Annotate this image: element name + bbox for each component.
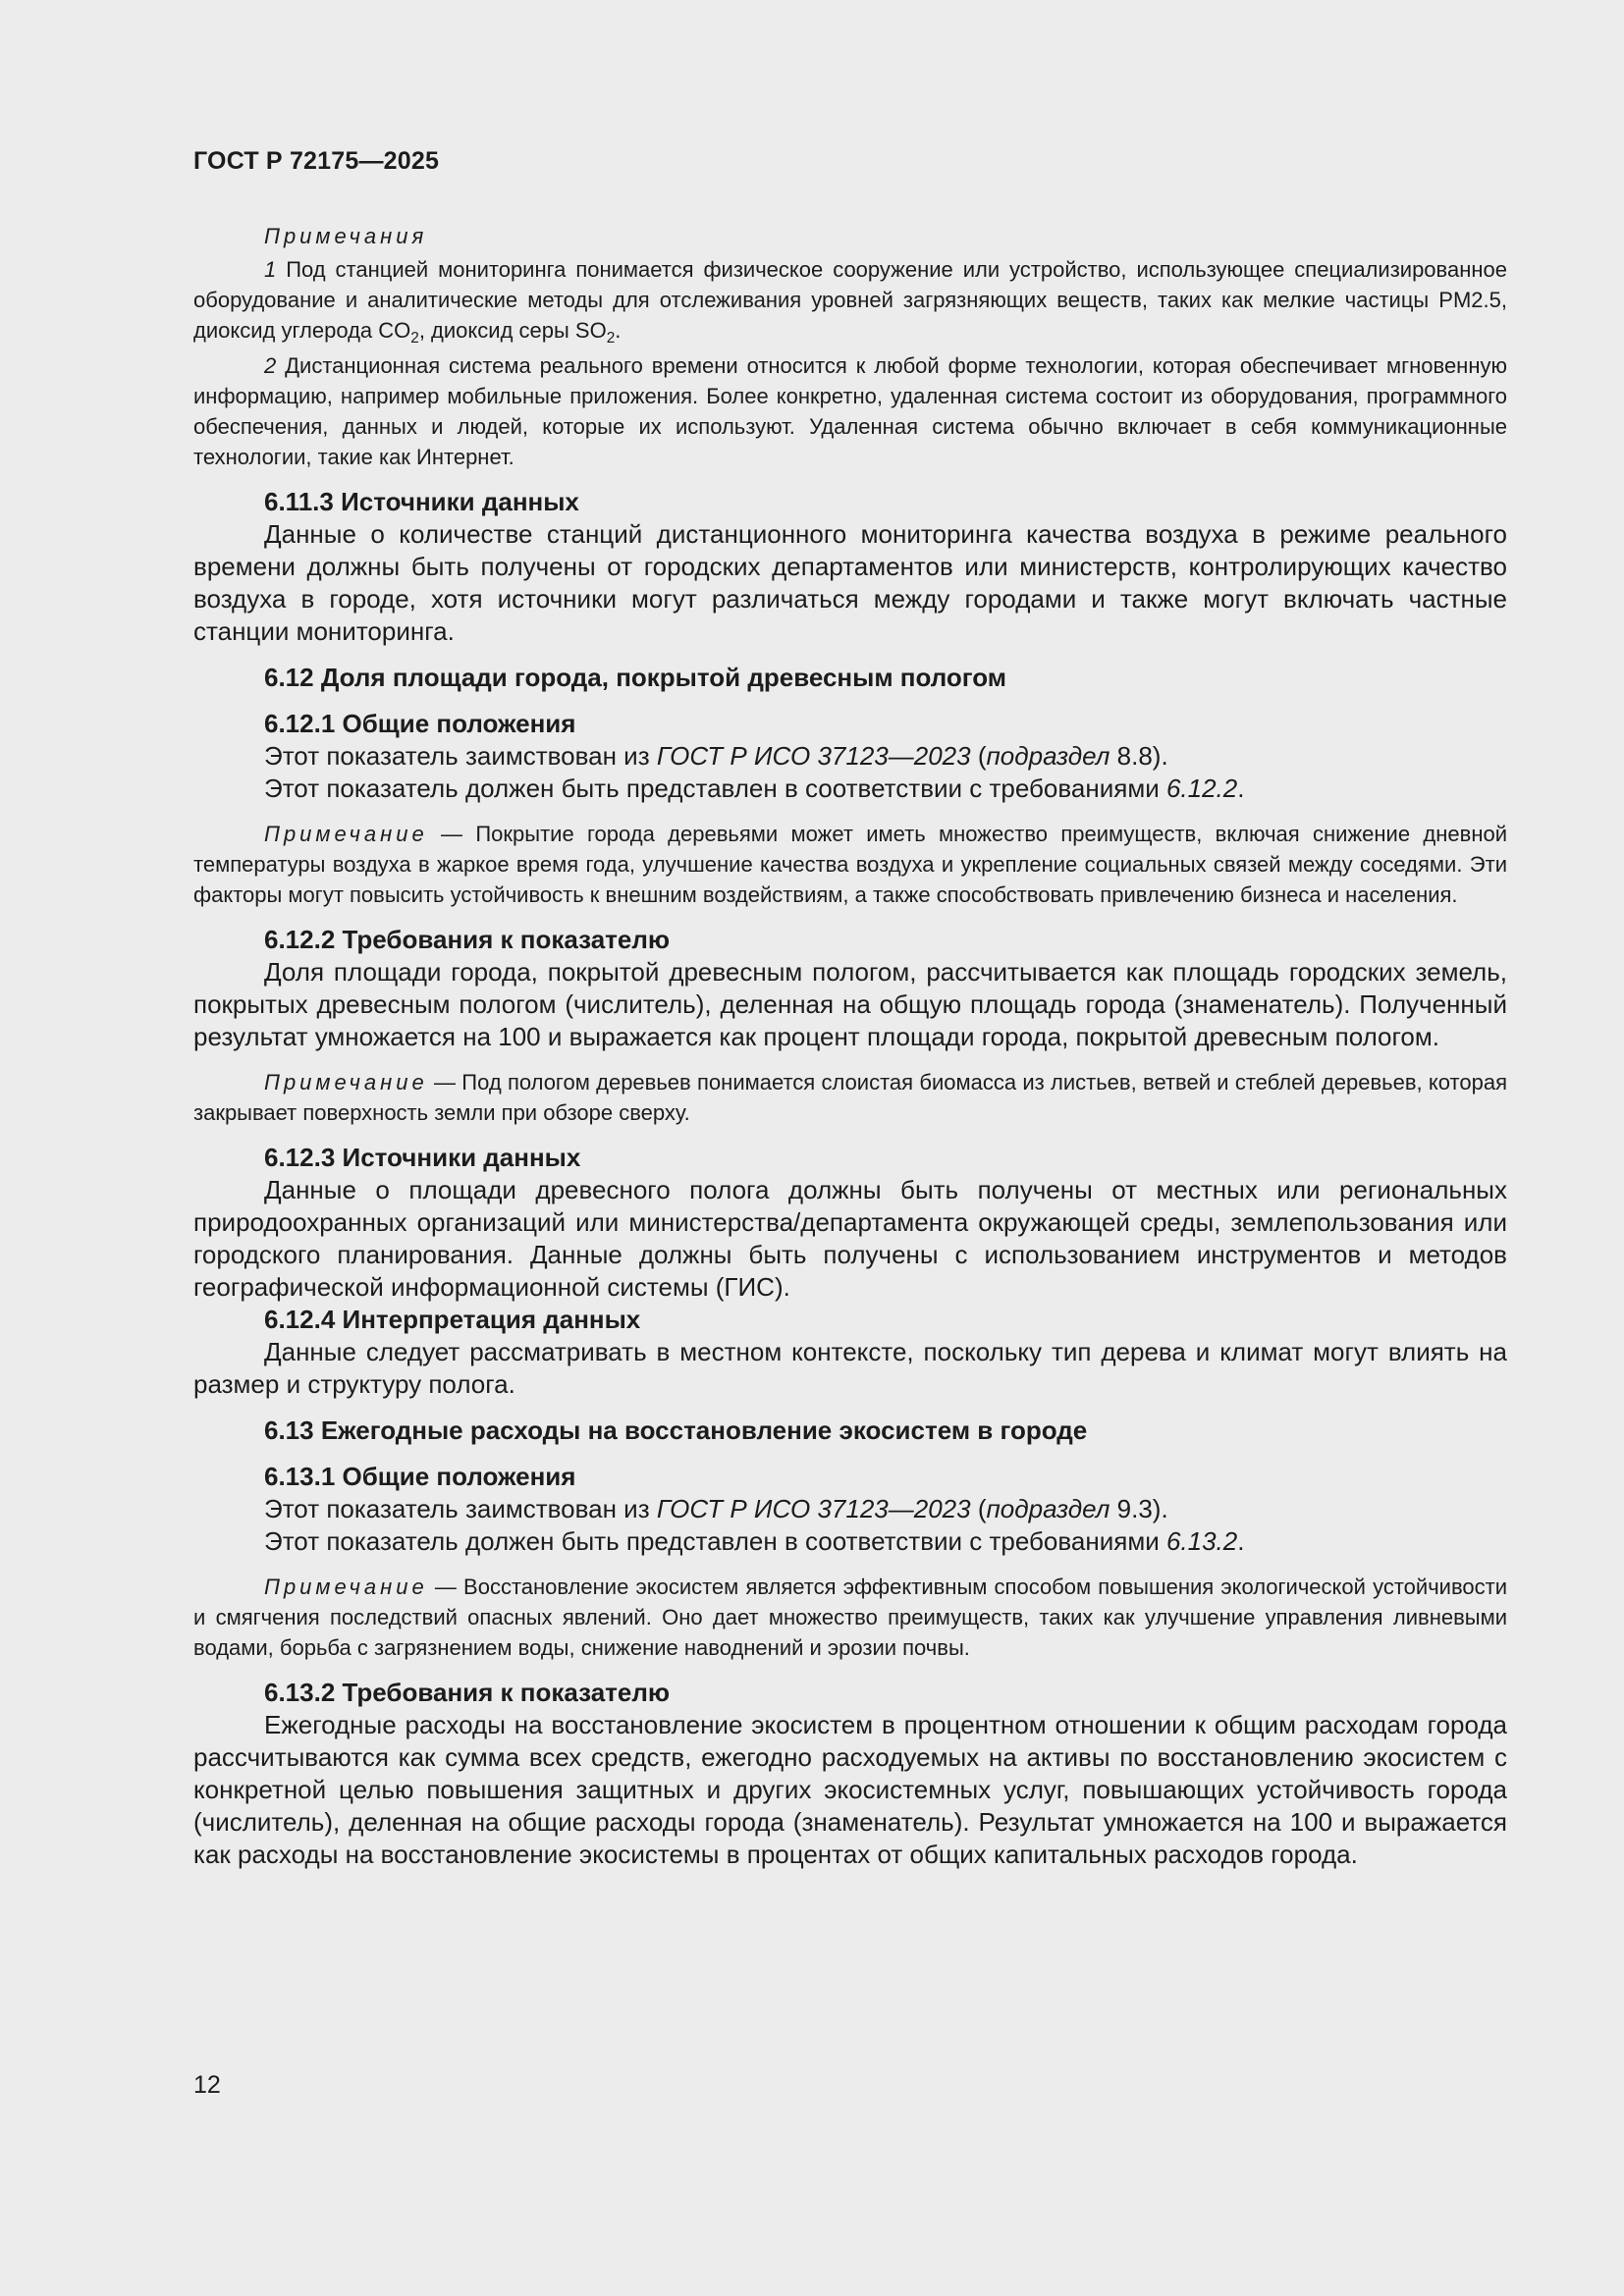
section-6-12-3-text: Данные о площади древесного полога должны быть получены от местных или региональных природоохранных организаций или министерства/департамента окружающей среды, землепользования или городского планирования. Данные должны быть получены с использованием инструментов и методов географической информационной системы (ГИС).	[193, 1175, 1507, 1302]
section-6-13-1-title: 6.13.1 Общие положения	[264, 1462, 576, 1491]
notes-heading: Примечания	[264, 224, 428, 248]
section-6-12-1-line-2: Этот показатель должен быть представлен в соответствии с требованиями 6.12.2.	[264, 774, 1245, 803]
section-6-12-4-title: 6.12.4 Интерпретация данных	[264, 1305, 641, 1334]
section-6-12-4-text: Данные следует рассматривать в местном контексте, поскольку тип дерева и климат могут влиять на размер и структуру полога.	[193, 1337, 1507, 1399]
section-6-13-2-title: 6.13.2 Требования к показателю	[264, 1678, 671, 1707]
section-6-12-2-text: Доля площади города, покрытой древесным пологом, рассчитывается как площадь городских земель, покрытых древесным пологом (числитель), деленная на общую площадь города (знаменатель). Полученный результат умножается на 100 и выражается как процент площади города, покрытой древесным пологом.	[193, 957, 1507, 1051]
section-6-13-1-line-1: Этот показатель заимствован из ГОСТ Р ИСО 37123—2023 (подраздел 9.3).	[264, 1494, 1168, 1523]
section-6-12-1-note: Примечание — Покрытие города деревьями может иметь множество преимуществ, включая снижение дневной температуры воздуха в жаркое время года, улучшение качества воздуха и укрепление социальных связей между соседями. Эти факторы могут повысить устойчивость к внешним воздействиям, а также способствовать привлечению бизнеса и населения.	[193, 822, 1507, 907]
section-6-13-1-line-2: Этот показатель должен быть представлен в соответствии с требованиями 6.13.2.	[264, 1526, 1245, 1556]
standard-reference: ГОСТ Р ИСО 37123—2023	[656, 1494, 971, 1523]
clause-reference: 6.12.2	[1165, 774, 1238, 803]
section-6-13-2-text: Ежегодные расходы на восстановление экосистем в процентном отношении к общим расходам города рассчитываются как сумма всех средств, ежегодно расходуемых на активы по восстановлению экосистем с конкретной целью повышения защитных и других экосистемных услуг, повышающих устойчивость города (числитель), деленная на общие расходы города (знаменатель). Результат умножается на 100 и выражается как расходы на восстановление экосистемы в процентах от общих капитальных расходов города.	[193, 1710, 1507, 1869]
page-number: 12	[193, 2071, 221, 2099]
section-6-11-3-text: Данные о количестве станций дистанционного мониторинга качества воздуха в режиме реального времени должны быть получены от городских департаментов или министерств, контролирующих качество воздуха в городе, хотя источники могут различаться между городами и также могут включать частные станции мониторинга.	[193, 519, 1507, 646]
note-1: 1 Под станцией мониторинга понимается физическое сооружение или устройство, использующее специализированное оборудование и аналитические методы для отслеживания уровней загрязняющих веществ, таких как мелкие частицы PM2.5, диоксид углерода $CO_2$, диоксид серы $SO_2$.	[193, 257, 1507, 347]
section-6-12-3-title: 6.12.3 Источники данных	[264, 1143, 581, 1172]
section-6-12-2-title: 6.12.2 Требования к показателю	[264, 925, 671, 954]
standard-reference: ГОСТ Р ИСО 37123—2023	[656, 741, 971, 771]
section-6-12-1-title: 6.12.1 Общие положения	[264, 709, 576, 738]
note-1-number: 1	[264, 257, 277, 282]
section-6-11-3-title: 6.11.3 Источники данных	[264, 487, 579, 516]
section-6-13-title: 6.13 Ежегодные расходы на восстановление экосистем в городе	[264, 1415, 1088, 1445]
note-2: 2 Дистанционная система реального времени относится к любой форме технологии, которая обеспечивает мгновенную информацию, например мобильные приложения. Более конкретно, удаленная система состоит из оборудования, программного обеспечения, данных и людей, которые их используют. Удаленная система обычно включает в себя коммуникационные технологии, такие как Интернет.	[193, 353, 1507, 469]
section-6-12-title: 6.12 Доля площади города, покрытой древесным пологом	[264, 663, 1007, 692]
clause-reference: 6.13.2	[1165, 1526, 1238, 1556]
section-6-12-1-line-1: Этот показатель заимствован из ГОСТ Р ИСО 37123—2023 (подраздел 8.8).	[264, 741, 1168, 771]
section-6-12-2-note: Примечание — Под пологом деревьев понимается слоистая биомасса из листьев, ветвей и стеблей деревьев, которая закрывает поверхность земли при обзоре сверху.	[193, 1070, 1507, 1125]
document-header: ГОСТ Р 72175—2025	[193, 147, 440, 175]
section-6-13-1-note: Примечание — Восстановление экосистем является эффективным способом повышения экологической устойчивости и смягчения последствий опасных явлений. Оно дает множество преимуществ, таких как улучшение управления ливневыми водами, борьба с загрязнением воды, снижение наводнений и эрозии почвы.	[193, 1575, 1507, 1660]
document-page	[193, 147, 1507, 1871]
note-2-number: 2	[264, 353, 277, 378]
